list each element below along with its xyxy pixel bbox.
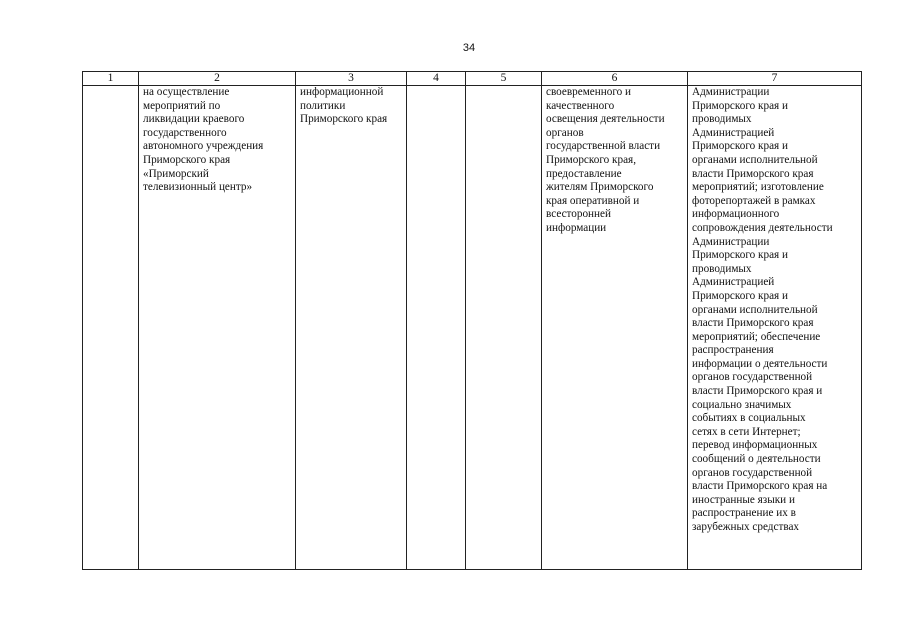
- cell-col-1: [83, 86, 139, 570]
- cell-col-7: [688, 86, 862, 570]
- table-header-row: [83, 72, 862, 86]
- cell-text: Администрации Приморского края и проводимых Администрацией Приморского края и органами исполнительной власти Приморского края мероприятий; изготовление фоторепортажей в рамках информационного сопровождения деятельности Администрации Приморского края и проводимых Администрацией Приморского края и органами исполнительной власти Приморского края мероприятий; обеспечение распространения информации о деятельности органов государственной власти Приморского края и социально значимых событиях в социальных сетях в сети Интернет; перевод информационных сообщений о деятельности органов государственной власти Приморского края на иностранные языки и распространение их в зарубежных средствах: [692, 86, 833, 533]
- cell-text: на осуществление мероприятий по ликвидации краевого государственного автономного учреждения Приморского края «Приморский телевизионный центр»: [143, 86, 264, 194]
- data-table: [82, 71, 862, 570]
- column-header-2: 2: [139, 72, 296, 86]
- column-header-3: 3: [296, 72, 407, 86]
- page-number: 34: [462, 42, 476, 54]
- cell-text: своевременного и качественного освещения деятельности органов государственной власти Приморского края, предоставление жителям Приморского края оперативной и всесторонней информации: [546, 86, 665, 234]
- cell-col-5: [466, 86, 542, 570]
- column-header-7: 7: [688, 72, 862, 86]
- column-header-1: 1: [83, 72, 139, 86]
- column-header-4: 4: [407, 72, 466, 86]
- cell-col-3: [296, 86, 407, 570]
- cell-col-2: [139, 86, 296, 570]
- cell-text: информационной политики Приморского края: [300, 86, 388, 126]
- cell-col-4: [407, 86, 466, 570]
- table-row: [83, 86, 862, 570]
- column-header-5: 5: [466, 72, 542, 86]
- cell-col-6: [542, 86, 688, 570]
- column-header-6: 6: [542, 72, 688, 86]
